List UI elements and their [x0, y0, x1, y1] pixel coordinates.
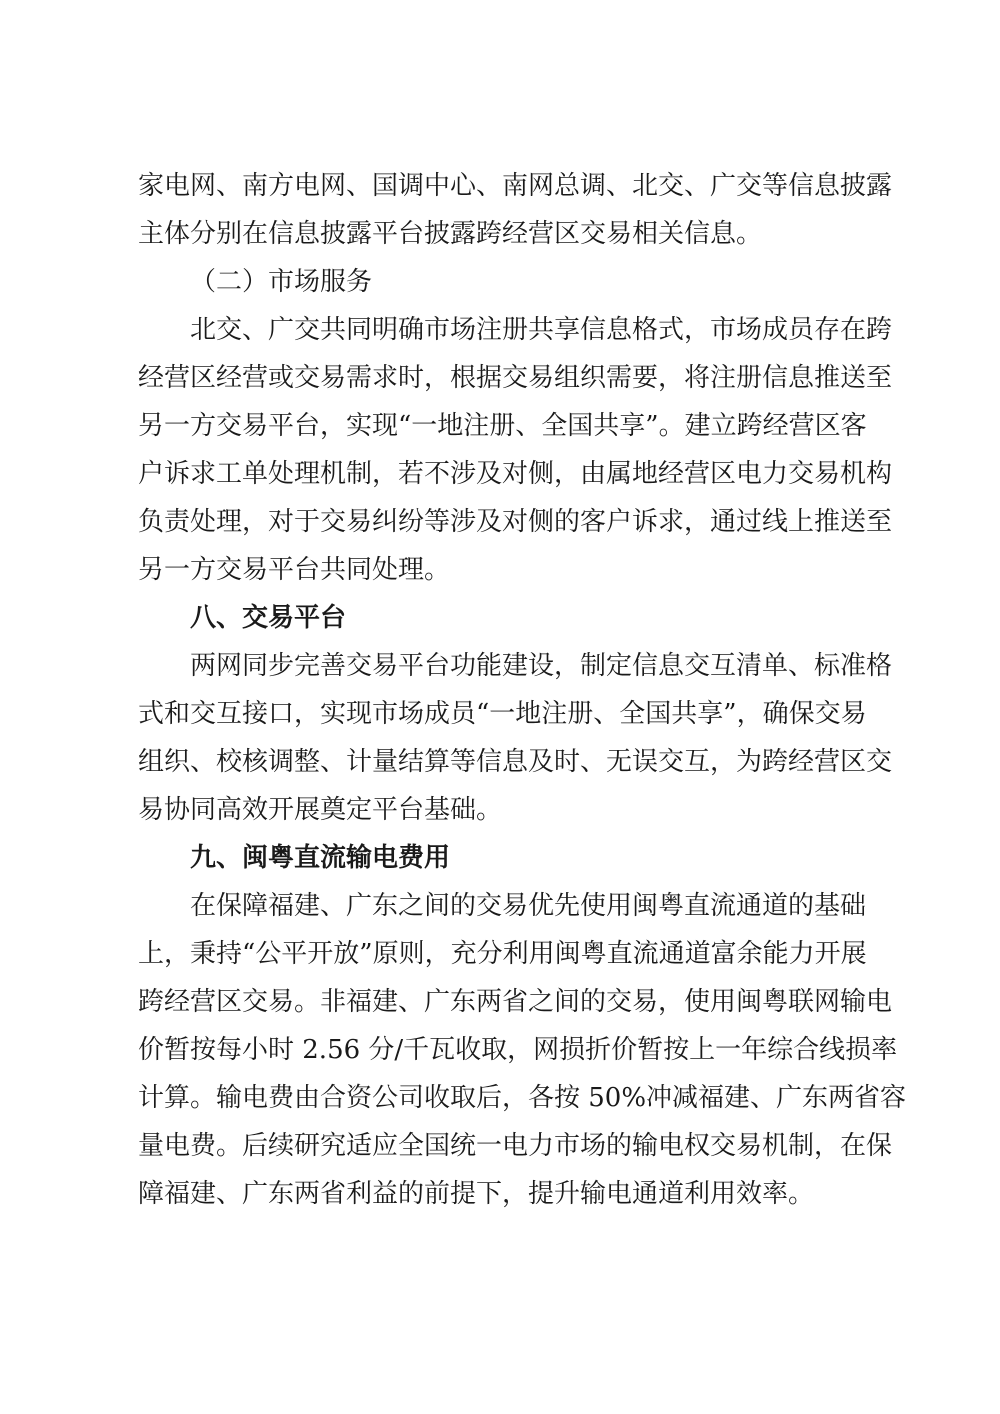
paragraph-line: 家电网、南方电网、国调中心、南网总调、北交、广交等信息披露 — [138, 171, 893, 201]
paragraph-line: 另一方交易平台，实现“一地注册、全国共享”。建立跨经营区客 — [138, 411, 867, 441]
paragraph-line: 户诉求工单处理机制，若不涉及对侧，由属地经营区电力交易机构 — [138, 459, 893, 489]
paragraph-line: 在保障福建、广东之间的交易优先使用闽粤直流通道的基础 — [190, 891, 867, 921]
section-heading-market-service: （二）市场服务 — [190, 267, 373, 297]
paragraph-line: 负责处理，对于交易纠纷等涉及对侧的客户诉求，通过线上推送至 — [138, 507, 893, 537]
paragraph-line: 量电费。后续研究适应全国统一电力市场的输电权交易机制，在保 — [138, 1131, 893, 1161]
paragraph-line: 北交、广交共同明确市场注册共享信息格式，市场成员存在跨 — [190, 315, 893, 345]
paragraph-line: 计算。输电费由合资公司收取后，各按 50%冲减福建、广东两省容 — [138, 1083, 907, 1113]
paragraph-line: 跨经营区交易。非福建、广东两省之间的交易，使用闽粤联网输电 — [138, 987, 893, 1017]
paragraph-line: 主体分别在信息披露平台披露跨经营区交易相关信息。 — [138, 219, 763, 249]
paragraph-line: 价暂按每小时 2.56 分/千瓦收取，网损折价暂按上一年综合线损率 — [138, 1035, 898, 1065]
paragraph-line: 易协同高效开展奠定平台基础。 — [138, 795, 503, 825]
paragraph-line: 组织、校核调整、计量结算等信息及时、无误交互，为跨经营区交 — [138, 747, 893, 777]
section-heading-transmission-fee: 九、闽粤直流输电费用 — [190, 843, 451, 873]
paragraph-line: 上，秉持“公平开放”原则，充分利用闽粤直流通道富余能力开展 — [138, 939, 867, 969]
paragraph-line: 经营区经营或交易需求时，根据交易组织需要，将注册信息推送至 — [138, 363, 893, 393]
paragraph-line: 式和交互接口，实现市场成员“一地注册、全国共享”，确保交易 — [138, 699, 867, 729]
paragraph-line: 另一方交易平台共同处理。 — [138, 555, 451, 585]
paragraph-line: 两网同步完善交易平台功能建设，制定信息交互清单、标准格 — [190, 651, 893, 681]
paragraph-line: 障福建、广东两省利益的前提下，提升输电通道利用效率。 — [138, 1179, 815, 1209]
section-heading-trading-platform: 八、交易平台 — [190, 603, 347, 633]
